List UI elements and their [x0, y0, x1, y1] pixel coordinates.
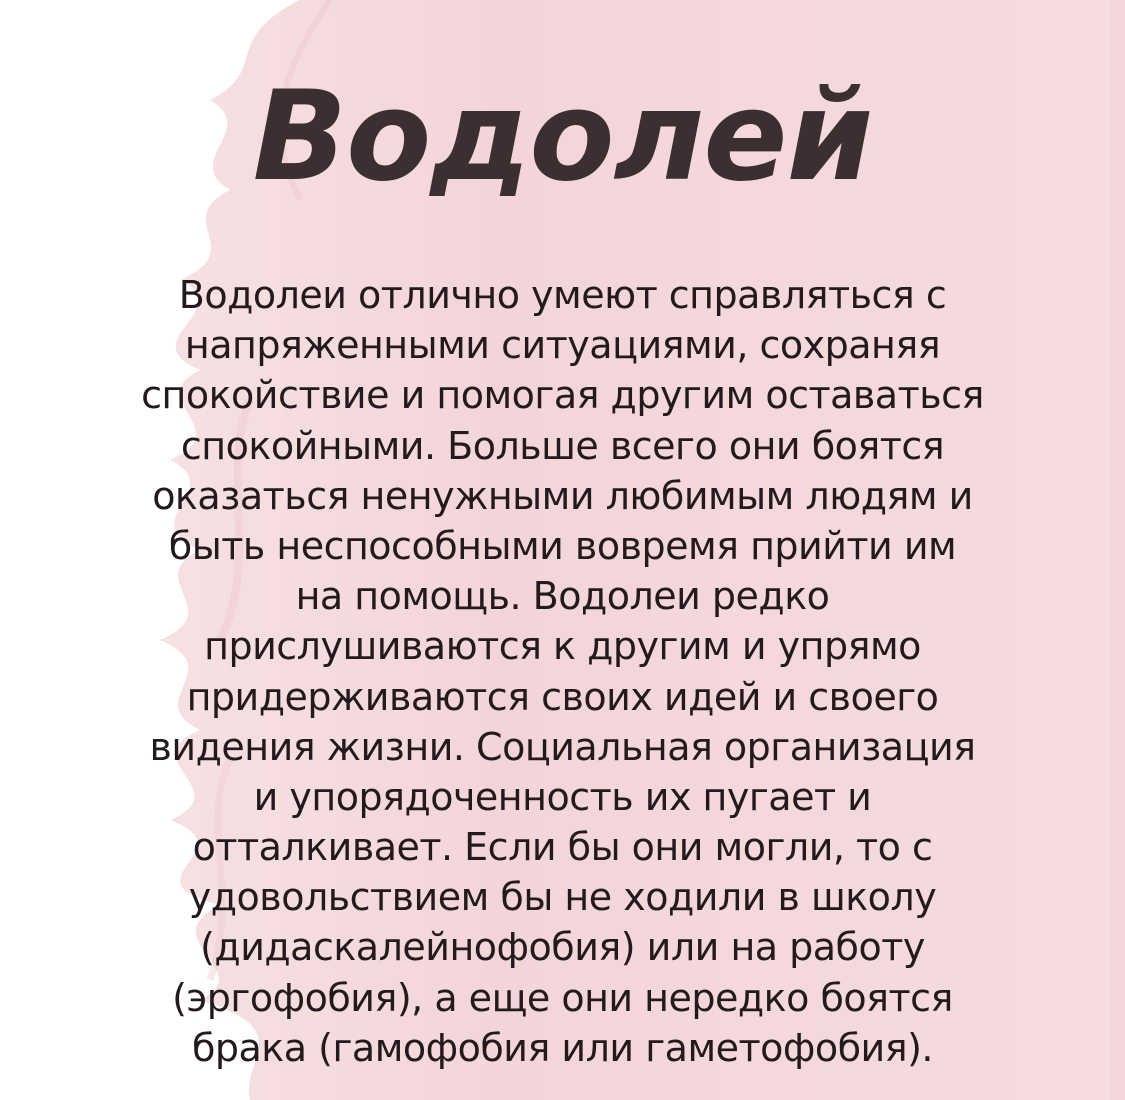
description-line: и упорядоченность их пугает и — [253, 774, 872, 819]
description-line: спокойствие и помогая другим оставаться — [141, 373, 984, 418]
description-line: отталкивает. Если бы они могли, то с — [192, 825, 933, 870]
description-line: Водолеи отлично умеют справляться с — [178, 273, 947, 317]
description-line: брака (гамофобия или гаметофобия). — [191, 1025, 934, 1070]
zodiac-title: Водолей — [252, 65, 873, 209]
description-line: прислушиваются к другим и упрямо — [204, 624, 921, 669]
description-line: спокойными. Больше всего они боятся — [180, 423, 945, 468]
description-line: на помощь. Водолеи редко — [295, 574, 830, 619]
description-line: удовольствием бы не ходили в школу — [188, 875, 937, 920]
description-line: оказаться ненужными любимым людям и — [152, 473, 973, 518]
description-line: видения жизни. Социальная организация — [149, 724, 976, 769]
description-line: (дидаскалейнофобия) или на работу — [200, 925, 925, 970]
description-text — [70, 270, 1055, 1073]
description-line: быть неспособными вовремя прийти им — [168, 523, 957, 568]
description-line: напряженными ситуациями, сохраняя — [184, 323, 941, 368]
description-line: придерживаются своих идей и своего — [186, 674, 939, 719]
description-line: (эргофобия), а еще они нередко боятся — [172, 975, 953, 1020]
